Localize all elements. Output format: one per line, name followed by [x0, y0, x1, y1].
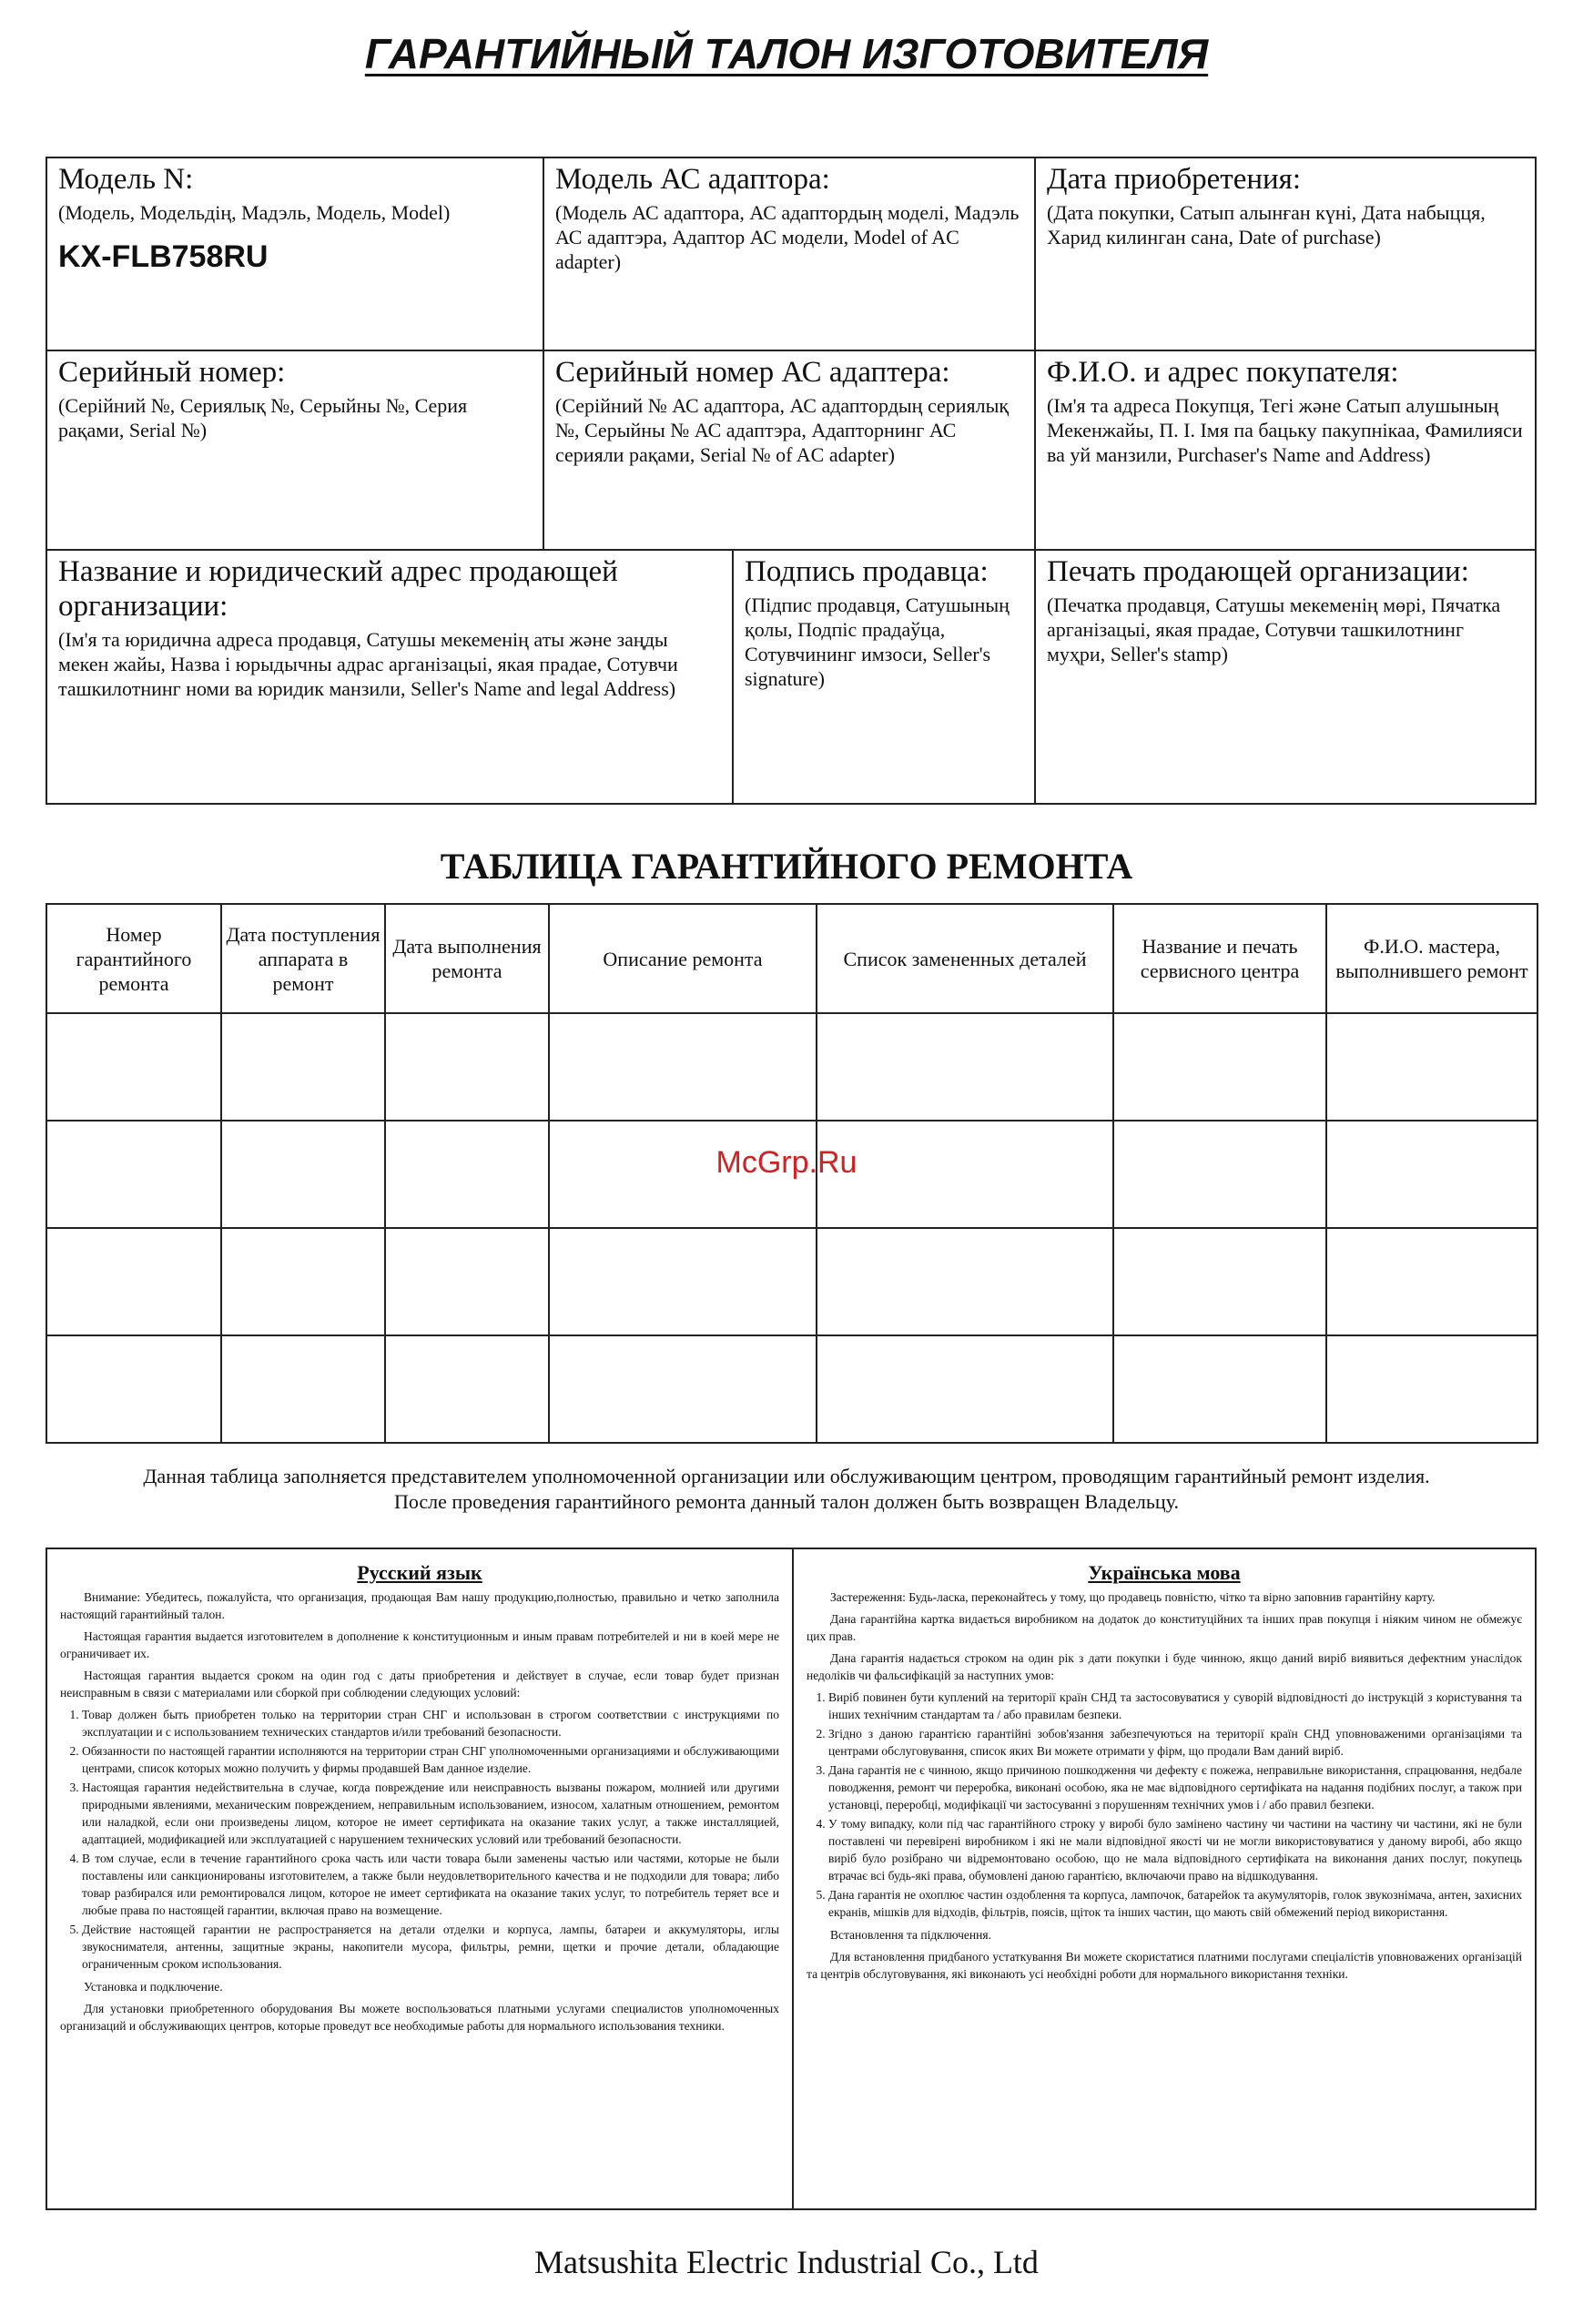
list-item: 4. У тому випадку, коли під час гарантійного строку у виробі було замінено частину чи частини на частину чи частини, які не були поставлені чи перевірені виробником і які не мали відповідної якості чи не могли використовуватися у даному виробі, або якщо виріб було розібрано чи відремонтовано особою, що не мала відповідного сертифіката на виконання даних послуг, покупець втрачає всі будь-які права, обумовлені даною гарантією, включаючи право на відшкодування.: [828, 1815, 1522, 1884]
seller-org-label: Название и юридический адрес продающей организации:: [58, 555, 618, 623]
table-cell[interactable]: [221, 1335, 385, 1443]
header-received-date: Дата поступления аппарата в ремонт: [221, 904, 385, 1013]
conditions-ru-attention: Внимание: Убедитесь, пожалуйста, что организация, продающая Вам нашу продукцию,полностью, правильно и четко заполнила настоящий гарантийный талон.: [60, 1590, 779, 1621]
list-item: 1. Товар должен быть приобретен только на территории стран СНГ и использован в строгом соответствии с инструкциями по эксплуатации и с использованием технических стандартов и/или требований безопасности.: [82, 1706, 779, 1740]
list-item: 2. Згідно з даною гарантією гарантійні зобов'язання забезпечуються на території країн СНД уповноваженими організаціями та центрами обслуговування, список яких Ви можете отримати у фірм, що продали Вам даний виріб.: [828, 1725, 1522, 1760]
header-technician: Ф.И.О. мастера, выполнившего ремонт: [1326, 904, 1537, 1013]
list-item: 3. Дана гарантія не є чинною, якщо причиною пошкодження чи дефекту є пожежа, неправильне використання, спрацювання, недбале поводження, ремонт чи переробка, виконані особою, яка не має відповідного сертифіката на надання подібних послуг, а також при установці, переробці, модифікації чи застосуванні з порушенням технічних умов і / або правил безпеки.: [828, 1761, 1522, 1813]
ac-model-label: Модель АС адаптора:: [555, 163, 830, 196]
conditions-ru-list: [60, 1706, 779, 1973]
conditions-ua-install-text: Для встановлення придбаного устаткування Ви можете скористатися платними послугами спеціалістів уповноважених організацій та центрів обслуговування, які виконають усі необхідні роботи для нормального використання техніки.: [807, 1950, 1522, 1981]
table-row: [46, 1335, 1537, 1443]
table-cell[interactable]: [1113, 1228, 1326, 1335]
conditions-ua-install-title: Встановлення та підключення.: [830, 1928, 991, 1942]
model-cell: [47, 158, 543, 350]
model-value: KX-FLB758RU: [58, 239, 269, 274]
ac-serial-label: Серийный номер АС адаптера:: [555, 356, 950, 389]
serial-label: Серийный номер:: [58, 356, 286, 389]
list-item: 5. Дана гарантія не охоплює частин оздоблення та корпуса, лампочок, батарейок та акумуляторів, голок звукознімача, антен, захисних екранів, мішків для відходів, фільтрів, поясів, щіток та інших частин, що мають свій обмежений період використання.: [828, 1886, 1522, 1921]
seller-stamp-label: Печать продающей организации:: [1047, 555, 1469, 588]
list-item: 1. Виріб повинен бути куплений на території країн СНД та застосовуватися у суворій відповідності до інструкцій з користування та інших технічним стандартам та / або правилам безпеки.: [828, 1689, 1522, 1723]
ac-serial-sublabel: (Серiйний № АС адаптора, АС адаптордың сериялық №, Серыйны № АС адаптэра, Адапторнинг АС серияли рақами, Serial № of AC adapter): [555, 394, 1010, 466]
seller-org-cell: [47, 551, 732, 803]
list-item: 2. Обязанности по настоящей гарантии исполняются на территории стран СНГ уполномоченными организациями и обслуживающими центрами, список которых можно получить у фирмы продавшей Вам данное изделие.: [82, 1742, 779, 1777]
conditions-ua-heading: Українська мова: [1088, 1561, 1241, 1584]
table-cell[interactable]: [221, 1013, 385, 1121]
conditions-ua-list: [807, 1689, 1522, 1921]
list-item: 5. Действие настоящей гарантии не распространяется на детали отделки и корпуса, лампы, батареи и аккумуляторы, иглы звукоснимателя, антенны, защитные экраны, накопители мусора, фильтры, ремни, щетки и прочие детали, обладающие ограниченным сроком использования.: [82, 1921, 779, 1973]
table-cell[interactable]: [1326, 1228, 1537, 1335]
header-repair-number: Номер гарантийного ремонта: [46, 904, 221, 1013]
table-cell[interactable]: [1113, 1013, 1326, 1121]
conditions-ru-install-title: Установка и подключение.: [84, 1980, 223, 1994]
table-cell[interactable]: [385, 1013, 549, 1121]
ac-model-sublabel: (Модель АС адаптора, АС адаптордың моделi, Мадэль АС адаптэра, Адаптор АС модели, Model of AC adapter): [555, 201, 1020, 273]
buyer-label: Ф.И.О. и адрес покупателя:: [1047, 356, 1399, 389]
model-sublabel: (Модель, Модельдiң, Мадэль, Модель, Model): [58, 201, 451, 224]
buyer-sublabel: (Iм'я та адреса Покупця, Тегi және Сатып алушының Мекенжайы, П. I. Iмя па бацьку пакупнiкаа, Фамилияси ва уй манзили, Purchaser's Name and Address): [1047, 394, 1523, 466]
table-note-line-2: После проведения гарантийного ремонта данный талон должен быть возвращен Владельцу.: [393, 1490, 1180, 1513]
seller-stamp-sublabel: (Печатка продавця, Сатушы мекеменiң мөрi, Пячатка арганiзацыi, якая прадае, Сотувчи ташкилотнинг муҳри, Seller's stamp): [1047, 594, 1501, 665]
table-row: [46, 1013, 1537, 1121]
table-cell[interactable]: [1113, 1335, 1326, 1443]
seller-signature-cell: [734, 551, 1034, 803]
list-item: 3. Настоящая гарантия недействительна в случае, когда повреждение или неисправность вызваны пожаром, молнией или другими природными явлениями, механическим повреждением, неправильным использованием, износом, халатным отношением, ремонтом или наладкой, если они произведены лицом, которое не имеет сертификата на оказание таких услуг, а также инсталляцией, адаптацией, модификацией или эксплуатацией с нарушением технических условий или требований безопасности.: [82, 1779, 779, 1848]
table-cell[interactable]: [817, 1228, 1113, 1335]
purchase-date-cell: [1036, 158, 1535, 350]
watermark: McGrp.Ru: [715, 1145, 858, 1180]
repair-table-header: [46, 904, 1537, 1013]
conditions-russian: [47, 1549, 792, 2208]
table-row: [46, 1228, 1537, 1335]
conditions-ua-attention: Застереження: Будь-ласка, переконайтесь у тому, що продавець повністю, чітко та вірно заповнив гарантійну карту.: [830, 1590, 1436, 1604]
list-item: 4. В том случае, если в течение гарантийного срока часть или части товара были заменены частью или частями, которые не были поставлены или санкционированы изготовителем, а также были неудовлетворительного качества и не подходили для товара; либо товар разбирался или ремонтировался лицом, которое не имеет сертификата на оказание таких услуг, то потребитель теряет все и любые права по настоящей гарантии, включая право на возмещение.: [82, 1850, 779, 1919]
table-note-line-1: Данная таблица заполняется представителем уполномоченной организации или обслуживающим центром, проводящим гарантийный ремонт изделия.: [143, 1465, 1430, 1487]
table-cell[interactable]: [385, 1228, 549, 1335]
ac-model-cell: [544, 158, 1034, 350]
table-cell[interactable]: [221, 1228, 385, 1335]
seller-signature-sublabel: (Пiдпис продавця, Сатушының қолы, Подпiс прадаўца, Сотувчининг имзоси, Seller's signature): [745, 594, 1010, 690]
table-cell[interactable]: [549, 1228, 817, 1335]
table-cell[interactable]: [1326, 1013, 1537, 1121]
seller-org-sublabel: (Iм'я та юридична адреса продавця, Сатушы мекеменiң аты және заңды мекен жайы, Назва i юрыдычны адрас арганiзацыi, якая прадае, Сотувчи ташкилотнинг номи ва юридик манзили, Seller's Name and legal Address): [58, 628, 678, 700]
table-cell[interactable]: [549, 1335, 817, 1443]
page-title: ГАРАНТИЙНЫЙ ТАЛОН ИЗГОТОВИТЕЛЯ: [364, 30, 1209, 77]
purchase-date-sublabel: (Дата покупки, Сатып алынған күнi, Дата набыцця, Харид килинган сана, Date of purchase): [1047, 201, 1486, 249]
conditions-ru-heading: Русский язык: [357, 1561, 482, 1584]
repair-table-title: ТАБЛИЦА ГАРАНТИЙНОГО РЕМОНТА: [440, 846, 1133, 887]
manufacturer-footer: Matsushita Electric Industrial Co., Ltd: [534, 2244, 1039, 2280]
header-repair-description: Описание ремонта: [549, 904, 817, 1013]
table-note: [0, 1464, 1573, 1515]
table-cell[interactable]: [549, 1013, 817, 1121]
table-cell[interactable]: [46, 1228, 221, 1335]
conditions-ru-paragraph: Настоящая гарантия выдается сроком на один год с даты приобретения и действует в случае, если товар будет признан неисправным в связи с материалами или сборкой при соблюдении следующих условий:: [60, 1669, 779, 1700]
conditions-ru-paragraph: Настоящая гарантия выдается изготовителем в дополнение к конституционным и иным правам потребителей и ни в коей мере не ограничивает их.: [60, 1629, 779, 1660]
ac-serial-cell: [544, 351, 1034, 549]
warranty-info-table: [46, 157, 1537, 805]
table-cell[interactable]: [385, 1335, 549, 1443]
serial-cell: [47, 351, 543, 549]
table-cell[interactable]: [1326, 1335, 1537, 1443]
table-cell[interactable]: [817, 1335, 1113, 1443]
conditions-ua-paragraph: Дана гарантія надається строком на один рік з дати покупки і буде чинною, якщо даний виріб виявиться дефектним унаслідок недоліків чи фальсифікацій за наступних умов:: [807, 1651, 1522, 1682]
seller-stamp-cell: [1036, 551, 1535, 803]
conditions-ua-paragraph: Дана гарантійна картка видається виробником на додаток до конституційних та інших прав покупця і ніяким чином не обмежує цих прав.: [807, 1612, 1522, 1643]
table-cell[interactable]: [817, 1013, 1113, 1121]
table-cell[interactable]: [46, 1013, 221, 1121]
seller-signature-label: Подпись продавца:: [745, 555, 989, 588]
purchase-date-label: Дата приобретения:: [1047, 163, 1302, 196]
header-replaced-parts: Список замененных деталей: [817, 904, 1113, 1013]
buyer-cell: [1036, 351, 1535, 549]
conditions-ukrainian: [794, 1549, 1535, 2208]
model-label: Модель N:: [58, 163, 194, 196]
header-service-center: Название и печать сервисного центра: [1113, 904, 1326, 1013]
conditions-ru-install-text: Для установки приобретенного оборудования Вы можете воспользоваться платными услугами специалистов уполномоченных организаций и обслуживающих центров, которые проведут все необходимые работы для нормального использования техники.: [60, 2002, 779, 2033]
header-completed-date: Дата выполнения ремонта: [385, 904, 549, 1013]
table-cell[interactable]: [46, 1335, 221, 1443]
serial-sublabel: (Серiйний №, Сериялық №, Серыйны №, Серия рақами, Serial №): [58, 394, 468, 441]
warranty-conditions: [46, 1548, 1537, 2210]
